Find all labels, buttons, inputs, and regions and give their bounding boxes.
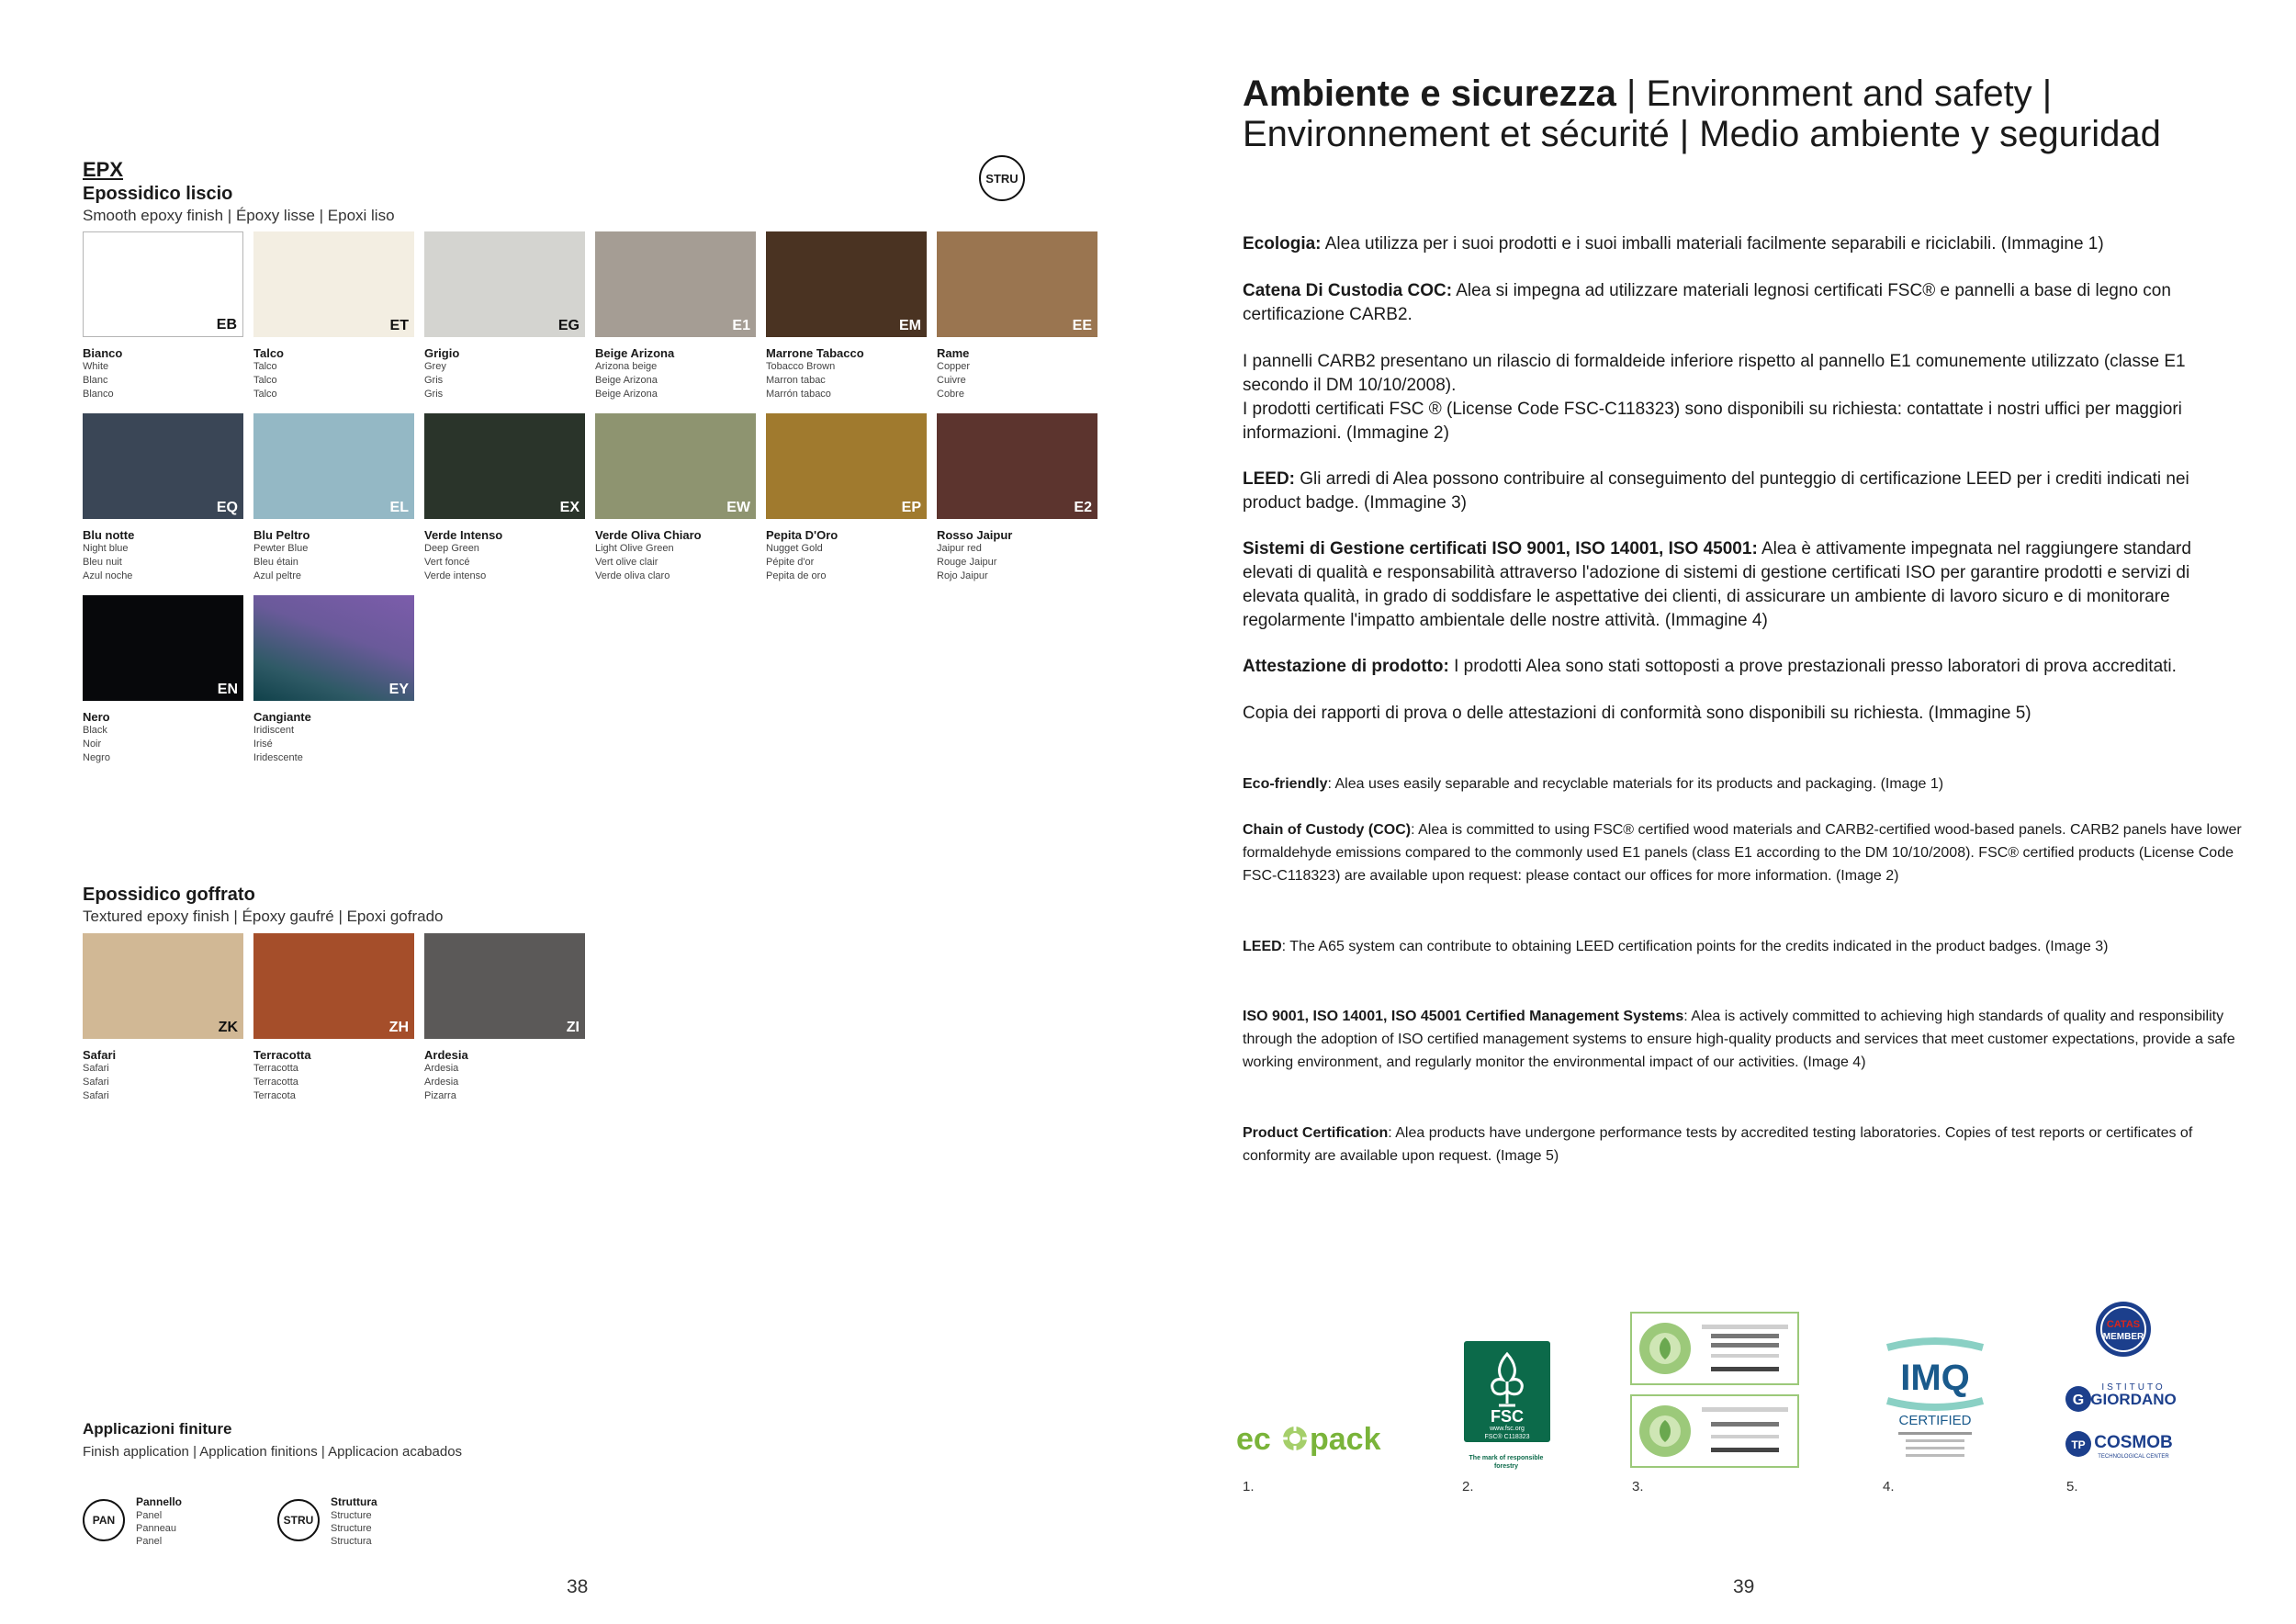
it-copia: Copia dei rapporti di prova o delle attestazioni di conformità sono disponibili su richiesta. (Immagine 5): [1243, 704, 2032, 723]
en-iso: [1243, 1005, 2244, 1074]
it-carb2: I pannelli CARB2 presentano un rilascio di formaldeide inferiore rispetto al pannello E1 comunemente utilizzato (classe E1 secondo il DM 10/10/2008).: [1243, 352, 2186, 395]
swatch-name-en: White: [83, 361, 109, 372]
swatch-name: Bianco: [83, 346, 123, 360]
swatch-name: Beige Arizona: [595, 346, 675, 360]
leed-badge-icon: [1630, 1312, 1799, 1468]
epx-title: EPX: [83, 158, 124, 181]
swatch-name-es: Beige Arizona: [595, 389, 658, 400]
swatch-code: EY: [388, 682, 409, 697]
swatch-name-es: Gris: [424, 389, 444, 400]
legend-structure: [277, 1495, 377, 1548]
swatch-code: EN: [217, 682, 238, 697]
certification-bodies-logo: [2064, 1300, 2183, 1474]
label: ISO 9001, ISO 14001, ISO 45001 Certified Management Systems: [1243, 1009, 1684, 1024]
swatch-color: [253, 231, 414, 337]
swatch-code: ZH: [388, 1020, 409, 1035]
text: Alea utilizza per i suoi prodotti e i suoi imballi materiali facilmente separabili e riciclabili. (Immagine 1): [1321, 234, 2104, 254]
swatch-name: Grigio: [424, 346, 460, 360]
swatch-name-en: Copper: [937, 361, 971, 372]
svg-text:GIORDANO: GIORDANO: [2090, 1391, 2177, 1408]
swatch-color: [83, 231, 243, 337]
svg-text:www.fsc.org: www.fsc.org: [1490, 1426, 1525, 1432]
label: Catena Di Custodia COC:: [1243, 281, 1453, 300]
legend-es: Panel: [136, 1536, 163, 1547]
swatch-name-en: Talco: [253, 361, 277, 372]
swatch-name: Nero: [83, 710, 110, 724]
swatch-color: [595, 231, 756, 337]
swatch-name-es: Azul peltre: [253, 570, 301, 581]
swatch-name-fr: Gris: [424, 375, 444, 386]
swatch-item: [83, 231, 243, 401]
logo-number-1: 1.: [1243, 1479, 1255, 1494]
swatch-item: [83, 595, 243, 765]
label: Sistemi di Gestione certificati ISO 9001, ISO 14001, ISO 45001:: [1243, 539, 1758, 558]
logo-number-4: 4.: [1883, 1479, 1895, 1494]
swatch-name: Pepita D'Oro: [766, 528, 838, 542]
svg-text:TP: TP: [2071, 1438, 2086, 1451]
swatch-name-fr: Bleu nuit: [83, 557, 122, 568]
legend-panel: [83, 1495, 182, 1548]
swatch-code: ZK: [218, 1020, 238, 1035]
it-catena: [1243, 279, 2198, 327]
svg-text:ISTITUTO: ISTITUTO: [2101, 1382, 2166, 1393]
svg-text:pack: pack: [1310, 1422, 1381, 1457]
text: Gli arredi di Alea possono contribuire al conseguimento del punteggio di certificazione LEED per i crediti indicati nei product badge. (Immagine 3): [1243, 469, 2189, 513]
swatch-code: EM: [899, 318, 921, 333]
swatch-name-en: Grey: [424, 361, 446, 372]
legend-structure-text: [331, 1495, 377, 1548]
en-coc: [1243, 818, 2244, 887]
swatch-name: Rame: [937, 346, 970, 360]
label: LEED: [1243, 939, 1282, 954]
text: : Alea uses easily separable and recyclable materials for its products and packaging. (Image 1): [1327, 776, 1944, 792]
swatch-name-fr: Vert foncé: [424, 557, 470, 568]
swatch-name-en: Black: [83, 725, 107, 736]
swatch-name-en: Pewter Blue: [253, 543, 309, 554]
legend-fr: Panneau: [136, 1523, 177, 1534]
swatch-code: E1: [732, 318, 750, 333]
swatch-name: Blu notte: [83, 528, 135, 542]
swatch-name: Safari: [83, 1048, 117, 1062]
swatch-name-es: Verde intenso: [424, 570, 487, 581]
swatch-name-es: Iridescente: [253, 752, 303, 763]
swatch-name-es: Verde oliva claro: [595, 570, 670, 581]
swatch-name: Cangiante: [253, 710, 311, 724]
text: : The A65 system can contribute to obtaining LEED certification points for the credits indicated in the product badges. (Image 3): [1281, 939, 2109, 954]
svg-text:MEMBER: MEMBER: [2102, 1332, 2144, 1342]
swatch-item: [424, 413, 585, 583]
swatch-name-es: Pepita de oro: [766, 570, 827, 581]
it-leed: [1243, 468, 2198, 515]
en-cert: [1243, 1122, 2244, 1167]
swatch-name-en: Tobacco Brown: [766, 361, 836, 372]
swatch-item: [595, 413, 756, 583]
logo-number-2: 2.: [1462, 1479, 1474, 1494]
legend-en: Structure: [331, 1510, 372, 1521]
swatch-name: Ardesia: [424, 1048, 468, 1062]
textured-section-title: Epossidico goffrato: [83, 885, 255, 905]
swatch-item: [83, 933, 243, 1103]
swatch-name-fr: Marron tabac: [766, 375, 826, 386]
swatch-color: [424, 413, 585, 519]
swatch-name-fr: Irisé: [253, 739, 273, 750]
swatch-color: [253, 413, 414, 519]
swatch-color: [595, 413, 756, 519]
swatch-name-fr: Blanc: [83, 375, 108, 386]
en-leed: [1243, 935, 2244, 958]
it-fsc: I prodotti certificati FSC ® (License Code FSC-C118323) sono disponibili su richiesta: contattate i nostri uffici per maggiori informazioni. (Immagine 2): [1243, 400, 2182, 443]
text: Alea è attivamente impegnata nel raggiungere standard elevati di qualità e responsabilità attraverso l'adozione di sistemi di gestione certificati ISO per garantire prodotti e servizi di elevata qualità, in grado di soddisfare le aspettative dei clienti, di assicurare un ambiente di lavoro sicuro e di monitorare regolarmente l'impatto ambientale delle nostre attività. (Immagine 4): [1243, 539, 2191, 630]
swatch-name-es: Pizarra: [424, 1090, 456, 1101]
stru-badge: STRU: [979, 155, 1025, 201]
label: Eco-friendly: [1243, 776, 1328, 792]
swatch-name-fr: Safari: [83, 1077, 109, 1088]
svg-text:COSMOB: COSMOB: [2094, 1433, 2173, 1452]
svg-text:G: G: [2072, 1393, 2085, 1408]
swatch-code: ZI: [566, 1020, 580, 1035]
page-number-left: 38: [567, 1576, 589, 1597]
swatch-code: EG: [557, 318, 580, 333]
it-ecologia: [1243, 232, 2198, 256]
text: : Alea products have undergone performance tests by accredited testing laboratories. Copies of test reports or certificates of conformity are available upon request. (Image 5): [1243, 1125, 2193, 1164]
swatch-item: [766, 231, 927, 401]
swatch-name-en: Safari: [83, 1063, 109, 1074]
swatch-name-fr: Talco: [253, 375, 277, 386]
swatch-name-fr: Noir: [83, 739, 102, 750]
swatch-item: [253, 933, 414, 1103]
en-eco: [1243, 773, 2244, 795]
swatch-item: [83, 413, 243, 583]
swatch-name-es: Safari: [83, 1090, 109, 1101]
swatch-color: [766, 413, 927, 519]
text: I prodotti Alea sono stati sottoposti a prove prestazionali presso laboratori di prova accreditati.: [1448, 657, 2177, 676]
swatch-name-en: Terracotta: [253, 1063, 298, 1074]
swatch-name-es: Cobre: [937, 389, 964, 400]
heading-rest: | Environment and safety | Environnement et sécurité | Medio ambiente y seguridad: [1243, 73, 2161, 154]
swatch-item: [937, 231, 1097, 401]
swatch-name-fr: Bleu étain: [253, 557, 298, 568]
swatch-item: [253, 231, 414, 401]
legend-name: Struttura: [331, 1495, 377, 1508]
swatch-name: Blu Peltro: [253, 528, 310, 542]
leed-badges-logo: [1630, 1312, 1799, 1468]
swatch-color: [253, 933, 414, 1039]
swatch-item: [424, 231, 585, 401]
swatch-code: EB: [216, 317, 237, 333]
swatch-name-en: Arizona beige: [595, 361, 658, 372]
page-heading: [1243, 73, 2253, 154]
fsc-logo: [1462, 1341, 1554, 1479]
swatch-item: [595, 231, 756, 401]
swatch-name: Marrone Tabacco: [766, 346, 864, 360]
swatch-name-en: Nugget Gold: [766, 543, 823, 554]
svg-text:FSC® C118323: FSC® C118323: [1484, 1434, 1530, 1440]
swatch-name-fr: Beige Arizona: [595, 375, 658, 386]
swatch-color: [937, 231, 1097, 337]
swatch-name-es: Talco: [253, 389, 277, 400]
swatch-color: [83, 595, 243, 701]
swatch-name-es: Rojo Jaipur: [937, 570, 988, 581]
logo-number-3: 3.: [1632, 1479, 1644, 1494]
swatch-color: [83, 933, 243, 1039]
it-iso: [1243, 537, 2198, 633]
fsc-tagline: The mark of responsible forestry: [1469, 1455, 1544, 1470]
swatch-code: EP: [901, 500, 921, 515]
swatch-name-en: Ardesia: [424, 1063, 459, 1074]
it-attestazione: [1243, 655, 2198, 679]
swatch-name-en: Light Olive Green: [595, 543, 674, 554]
legend-es: Structura: [331, 1536, 372, 1547]
swatch-name-fr: Rouge Jaipur: [937, 557, 997, 568]
textured-section-subtitle: Textured epoxy finish | Époxy gaufré | Epoxi gofrado: [83, 908, 444, 925]
svg-text:FSC: FSC: [1491, 1407, 1524, 1426]
swatch-item: [253, 595, 414, 765]
swatch-name: Rosso Jaipur: [937, 528, 1013, 542]
swatch-name-fr: Pépite d'or: [766, 557, 815, 568]
swatch-item: [937, 413, 1097, 583]
swatch-name-es: Negro: [83, 752, 110, 763]
swatch-item: [766, 413, 927, 583]
svg-text:CERTIFIED: CERTIFIED: [1898, 1413, 1972, 1428]
swatch-name-fr: Ardesia: [424, 1077, 459, 1088]
catas-giordano-cosmob-icon: [2064, 1300, 2183, 1474]
svg-text:ec: ec: [1236, 1422, 1271, 1457]
ecopack-icon: [1236, 1415, 1411, 1460]
swatch-name: Verde Oliva Chiaro: [595, 528, 702, 542]
swatch-code: EQ: [216, 500, 238, 515]
label: Ecologia:: [1243, 234, 1322, 254]
swatch-code: EX: [559, 500, 580, 515]
imq-icon: [1878, 1336, 1993, 1470]
legend-panel-text: [136, 1495, 182, 1548]
heading-bold: Ambiente e sicurezza: [1243, 73, 1616, 114]
legend-name: Pannello: [136, 1495, 183, 1508]
legend-fr: Structure: [331, 1523, 372, 1534]
pan-badge: PAN: [83, 1499, 125, 1541]
swatch-color: [424, 231, 585, 337]
stru-legend-badge: STRU: [277, 1499, 320, 1541]
fsc-tree-icon: [1462, 1341, 1554, 1447]
label: LEED:: [1243, 469, 1295, 489]
swatch-color: [937, 413, 1097, 519]
legend-en: Panel: [136, 1510, 163, 1521]
applications-title: Applicazioni finiture: [83, 1420, 232, 1438]
smooth-section-title: Epossidico liscio: [83, 184, 233, 204]
swatch-color: [253, 595, 414, 701]
swatch-code: EW: [726, 500, 750, 515]
svg-text:IMQ: IMQ: [1900, 1358, 1970, 1398]
swatch-color: [83, 413, 243, 519]
swatch-name-es: Marrón tabaco: [766, 389, 831, 400]
text: : Alea is committed to using FSC® certified wood materials and CARB2-certified wood-based panels. CARB2 panels have lower formaldehyde emissions compared to the commonly used E1 panels (class E1 according to the DM 10/10/2008). FSC® certified products (License Code FSC-C118323) are available upon request: please contact our offices for more information. (Image 2): [1243, 822, 2242, 884]
swatch-code: ET: [389, 318, 409, 333]
swatch-name-fr: Vert olive clair: [595, 557, 658, 568]
imq-logo: [1878, 1336, 1993, 1470]
page-number-right: 39: [1733, 1576, 1755, 1597]
swatch-name-en: Deep Green: [424, 543, 479, 554]
swatch-name-es: Blanco: [83, 389, 114, 400]
swatch-name-en: Jaipur red: [937, 543, 982, 554]
applications-subtitle: Finish application | Application finitions | Applicacion acabados: [83, 1444, 463, 1460]
swatch-name: Terracotta: [253, 1048, 311, 1062]
swatch-name-en: Night blue: [83, 543, 129, 554]
swatch-item: [253, 413, 414, 583]
svg-text:TECHNOLOGICAL CENTER: TECHNOLOGICAL CENTER: [2098, 1454, 2169, 1460]
swatch-name: Talco: [253, 346, 284, 360]
swatch-name-en: Iridiscent: [253, 725, 295, 736]
swatch-color: [766, 231, 927, 337]
swatch-name: Verde Intenso: [424, 528, 503, 542]
smooth-section-subtitle: Smooth epoxy finish | Époxy lisse | Epoxi liso: [83, 207, 395, 224]
swatch-code: EL: [389, 500, 409, 515]
text: : Alea is actively committed to achieving high standards of quality and responsibility through the adoption of ISO certified management systems to ensure high-quality products and services that meet customer expectations, provide a safe working environment, and regularly monitor the environmental impact of our activities. (Image 4): [1243, 1009, 2235, 1070]
ecopack-logo: [1236, 1415, 1411, 1460]
swatch-name-es: Terracota: [253, 1090, 296, 1101]
swatch-item: [424, 933, 585, 1103]
label: Product Certification: [1243, 1125, 1389, 1141]
swatch-name-fr: Terracotta: [253, 1077, 298, 1088]
right-page: [1148, 0, 2296, 1624]
swatch-code: E2: [1074, 500, 1092, 515]
swatch-code: EE: [1072, 318, 1092, 333]
swatch-name-fr: Cuivre: [937, 375, 966, 386]
text: Alea si impegna ad utilizzare materiali legnosi certificati FSC® e pannelli a base di legno con certificazione CARB2.: [1243, 281, 2171, 324]
label: Attestazione di prodotto:: [1243, 657, 1449, 676]
label: Chain of Custody (COC): [1243, 822, 1412, 838]
swatch-name-es: Azul noche: [83, 570, 133, 581]
logo-number-5: 5.: [2066, 1479, 2078, 1494]
svg-text:CATAS: CATAS: [2106, 1319, 2141, 1330]
swatch-color: [424, 933, 585, 1039]
